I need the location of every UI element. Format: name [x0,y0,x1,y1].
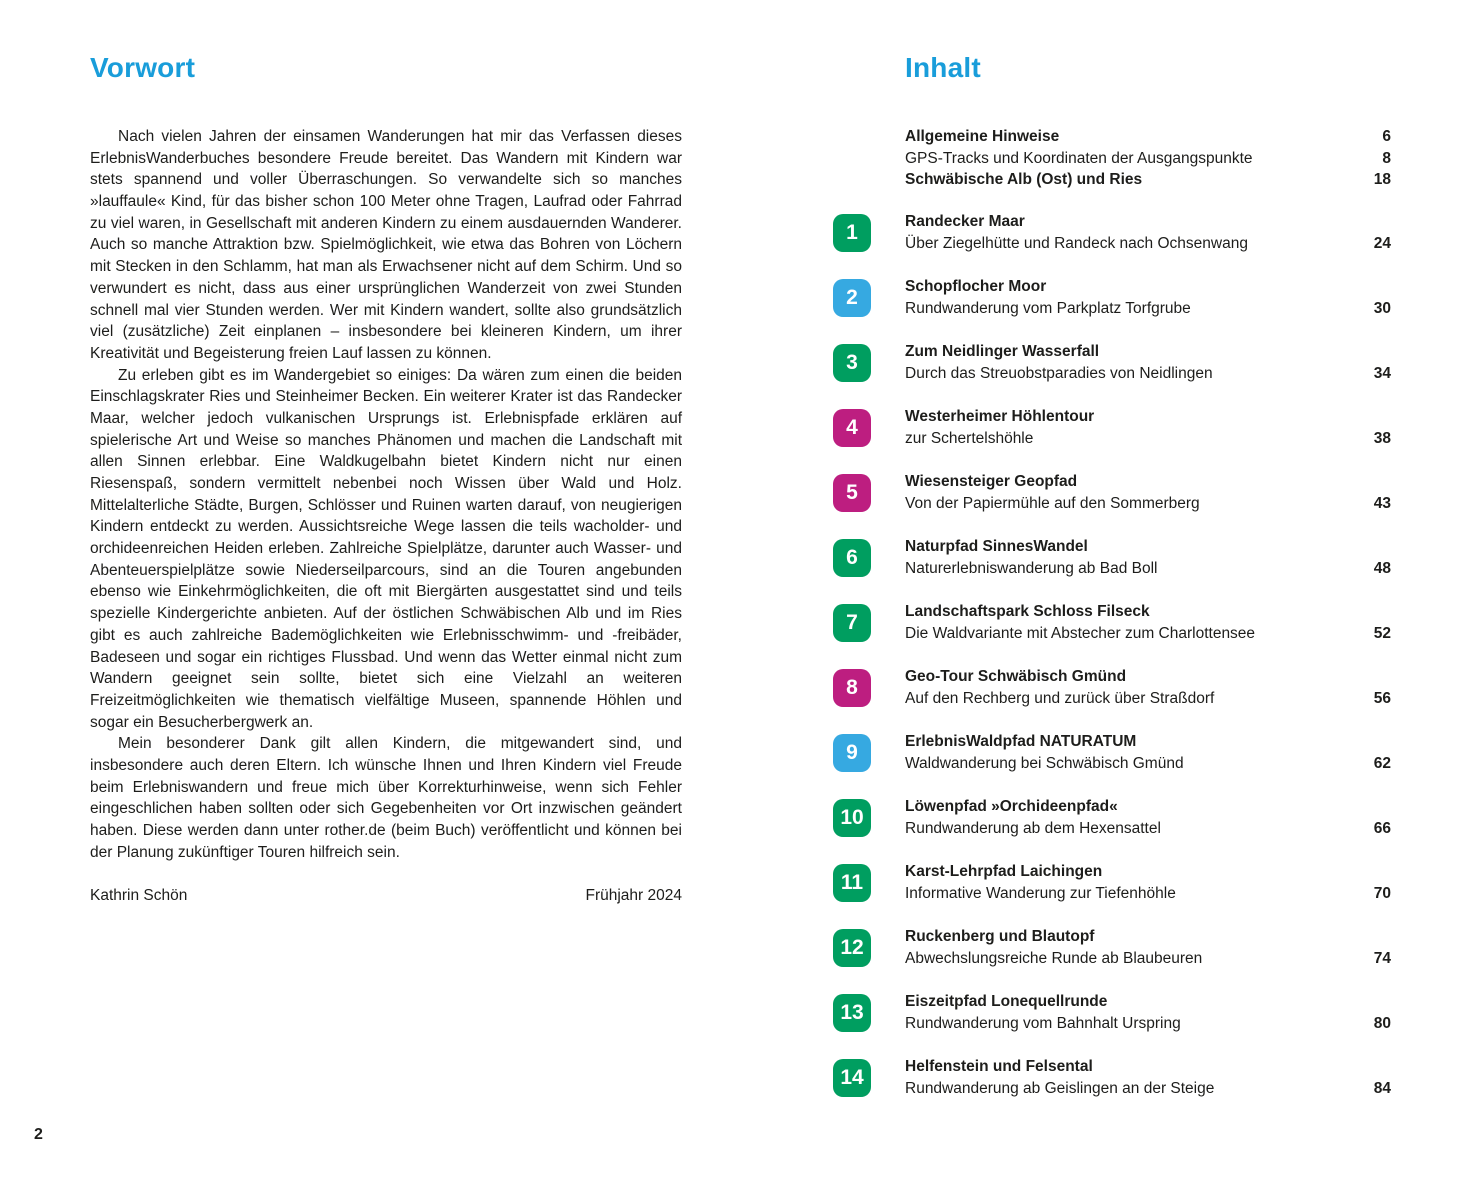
tour-number-badge: 2 [833,279,871,317]
author-name: Kathrin Schön [90,887,188,905]
tour-page-number: 34 [1373,364,1391,382]
toc-entry [833,666,1391,710]
foreword-paragraph: Nach vielen Jahren der einsamen Wanderungen hat mir das Verfassen dieses ErlebnisWanderbuches besondere Freude bereitet. Das Wandern mit Kindern war stets spannend und voller Überraschungen. So verwandelte sich so manches »lauffaule« Kind, für das bisher schon 100 Meter ohne Tragen, Laufrad oder Fahrrad zu viel waren, in Gesellschaft mit anderen Kindern zu einem ausdauernden Wanderer. Auch so manche Attraktion bzw. Spielmöglichkeit, wie etwa das Bohren von Löchern mit Stecken in den Schlamm, hat man als Erwachsener nicht auf dem Schirm. Und so verwundert es nicht, dass aus einer ursprünglichen Wanderzeit von zwei Stunden schnell mal vier Stunden werden. Wer mit Kindern wandert, sollte also grundsätzlich viel (zusätzliche) Zeit einplanen – insbesondere bei kleineren Kindern, um ihrer Kreativität und Begeisterung freien Lauf lassen zu können. [90,128,682,362]
foreword-body [90,126,682,863]
toc-entry [833,991,1391,1035]
tour-number-badge: 4 [833,409,871,447]
contents-title: Inhalt [905,52,981,83]
right-page [833,52,1391,1100]
left-page [90,52,682,905]
tour-subtitle: Durch das Streuobstparadies von Neidlingen [905,364,1213,382]
intro-entry-label: Schwäbische Alb (Ost) und Ries [905,171,1143,188]
toc-entry [833,276,1391,320]
toc-entry [833,861,1391,905]
tour-number-badge: 7 [833,604,871,642]
tour-number-badge: 12 [833,929,871,967]
toc-entry [833,341,1391,385]
tour-title: Ruckenberg und Blautopf [905,927,1095,945]
tour-title: Eiszeitpfad Lonequellrunde [905,992,1108,1010]
toc-entry [833,406,1391,450]
tour-subtitle: Naturerlebniswanderung ab Bad Boll [905,559,1158,577]
tour-title: Schopflocher Moor [905,277,1047,295]
contents-intro-entry [905,126,1391,148]
tour-number-badge: 10 [833,799,871,837]
tour-number-badge: 13 [833,994,871,1032]
tour-page-number: 66 [1373,819,1391,837]
tour-page-number: 70 [1373,884,1391,902]
tour-subtitle: Auf den Rechberg und zurück über Straßdorf [905,689,1215,707]
tour-number-badge: 3 [833,344,871,382]
tour-number-badge: 8 [833,669,871,707]
tour-page-number: 30 [1373,299,1391,317]
contents-intro-entry [905,169,1391,191]
tour-title: ErlebnisWaldpfad NATURATUM [905,732,1137,750]
tour-subtitle: Rundwanderung ab Geislingen an der Steige [905,1079,1215,1097]
intro-entry-page: 18 [1373,171,1391,188]
foreword-title: Vorwort [90,52,196,83]
tour-subtitle: Von der Papiermühle auf den Sommerberg [905,494,1200,512]
tour-number-badge: 9 [833,734,871,772]
signature-row [90,887,682,905]
toc-entry [833,731,1391,775]
tour-title: Zum Neidlinger Wasserfall [905,342,1100,360]
tour-number-badge: 5 [833,474,871,512]
foreword-paragraph: Mein besonderer Dank gilt allen Kindern, die mitgewandert sind, und insbesondere auch deren Eltern. Ich wünsche Ihnen und Ihren Kindern viel Freude beim Erlebniswandern und freue mich über Korrekturhinweise, wenn sich Fehler eingeschlichen haben sollten oder sich Gegebenheiten vor Ort inzwischen geändert haben. Diese werden dann unter rother.de (beim Buch) veröffentlicht und können bei der Planung zukünftiger Touren hilfreich sein. [90,735,682,861]
contents-tour-list [833,211,1391,1100]
toc-entry [833,1056,1391,1100]
signature-date: Frühjahr 2024 [585,887,682,905]
tour-subtitle: Die Waldvariante mit Abstecher zum Charlottensee [905,624,1256,642]
tour-subtitle: Über Ziegelhütte und Randeck nach Ochsenwang [905,234,1248,252]
tour-title: Helfenstein und Felsental [905,1057,1093,1075]
tour-subtitle: Rundwanderung vom Parkplatz Torfgrube [905,299,1191,317]
tour-title: Löwenpfad »Orchideenpfad« [905,797,1118,815]
tour-page-number: 56 [1373,689,1391,707]
tour-page-number: 43 [1373,494,1391,512]
toc-entry [833,536,1391,580]
tour-subtitle: Waldwanderung bei Schwäbisch Gmünd [905,754,1184,772]
tour-page-number: 24 [1373,234,1391,252]
tour-page-number: 52 [1373,624,1391,642]
tour-title: Naturpfad SinnesWandel [905,537,1088,555]
toc-entry [833,471,1391,515]
toc-entry [833,211,1391,255]
tour-subtitle: Abwechslungsreiche Runde ab Blaubeuren [905,949,1203,967]
intro-entry-label: Allgemeine Hinweise [905,128,1060,145]
tour-page-number: 48 [1373,559,1391,577]
intro-entry-page: 8 [1382,149,1391,167]
tour-page-number: 38 [1373,429,1391,447]
page-number: 2 [34,1126,43,1143]
tour-title: Randecker Maar [905,212,1025,230]
tour-page-number: 80 [1373,1014,1391,1032]
contents-intro-entry [905,148,1391,170]
tour-number-badge: 6 [833,539,871,577]
tour-title: Karst-Lehrpfad Laichingen [905,862,1103,880]
tour-subtitle: Informative Wanderung zur Tiefenhöhle [905,884,1176,902]
tour-page-number: 84 [1373,1079,1391,1097]
tour-subtitle: zur Schertelshöhle [905,429,1034,447]
tour-page-number: 62 [1373,754,1391,772]
intro-entry-page: 6 [1382,128,1391,145]
tour-number-badge: 14 [833,1059,871,1097]
toc-entry [833,601,1391,645]
tour-title: Landschaftspark Schloss Filseck [905,602,1150,620]
tour-subtitle: Rundwanderung vom Bahnhalt Urspring [905,1014,1181,1032]
toc-entry [833,926,1391,970]
intro-entry-label: GPS-Tracks und Koordinaten der Ausgangspunkte [905,149,1253,167]
foreword-paragraph: Zu erleben gibt es im Wandergebiet so einiges: Da wären zum einen die beiden Einschlagskrater Ries und Steinheimer Becken. Ein weiterer Krater ist das Randecker Maar, welcher jedoch vulkanischen Ursprungs ist. Erlebnispfade erklären auf spielerische Art und Weise so manches Phänomen und machen die Landschaft mit allen Sinnen erlebbar. Eine Waldkugelbahn bietet Kindern nicht nur einen Riesenspaß, sondern vermittelt nebenbei noch Wissen über Wald und Holz. Mittelalterliche Städte, Burgen, Schlösser und Ruinen warten darauf, von neugierigen Kindern entdeckt zu werden. Aussichtsreiche Wege lassen die teils wacholder- und orchideenreichen Heiden erleben. Zahlreiche Spielplätze, darunter auch Wasser- und Abenteuerspielplätze sowie Niederseilparcours, sind an die Touren angebunden ebenso wie Einkehrmöglichkeiten, die oft mit Biergärten ausgestattet sind und teils spezielle Kindergerichte anbieten. Auf der östlichen Schwäbischen Alb und im Ries gibt es auch zahlreiche Bademöglichkeiten wie Erlebnisschwimm- und -freibäder, Badeseen und sogar ein richtiges Flussbad. Und wenn das Wetter einmal nicht zum Wandern geeignet sein sollte, bietet sich eine Vielzahl an weiteren Freizeitmöglichkeiten wie thematisch vielfältige Museen, spannende Höhlen und sogar ein Besucherbergwerk an. [90,366,682,731]
tour-page-number: 74 [1373,949,1391,967]
tour-number-badge: 11 [833,864,871,902]
tour-title: Geo-Tour Schwäbisch Gmünd [905,667,1127,685]
tour-number-badge: 1 [833,214,871,252]
tour-title: Westerheimer Höhlentour [905,407,1095,425]
contents-intro-list [905,126,1391,191]
tour-title: Wiesensteiger Geopfad [905,472,1078,490]
toc-entry [833,796,1391,840]
tour-subtitle: Rundwanderung ab dem Hexensattel [905,819,1161,837]
